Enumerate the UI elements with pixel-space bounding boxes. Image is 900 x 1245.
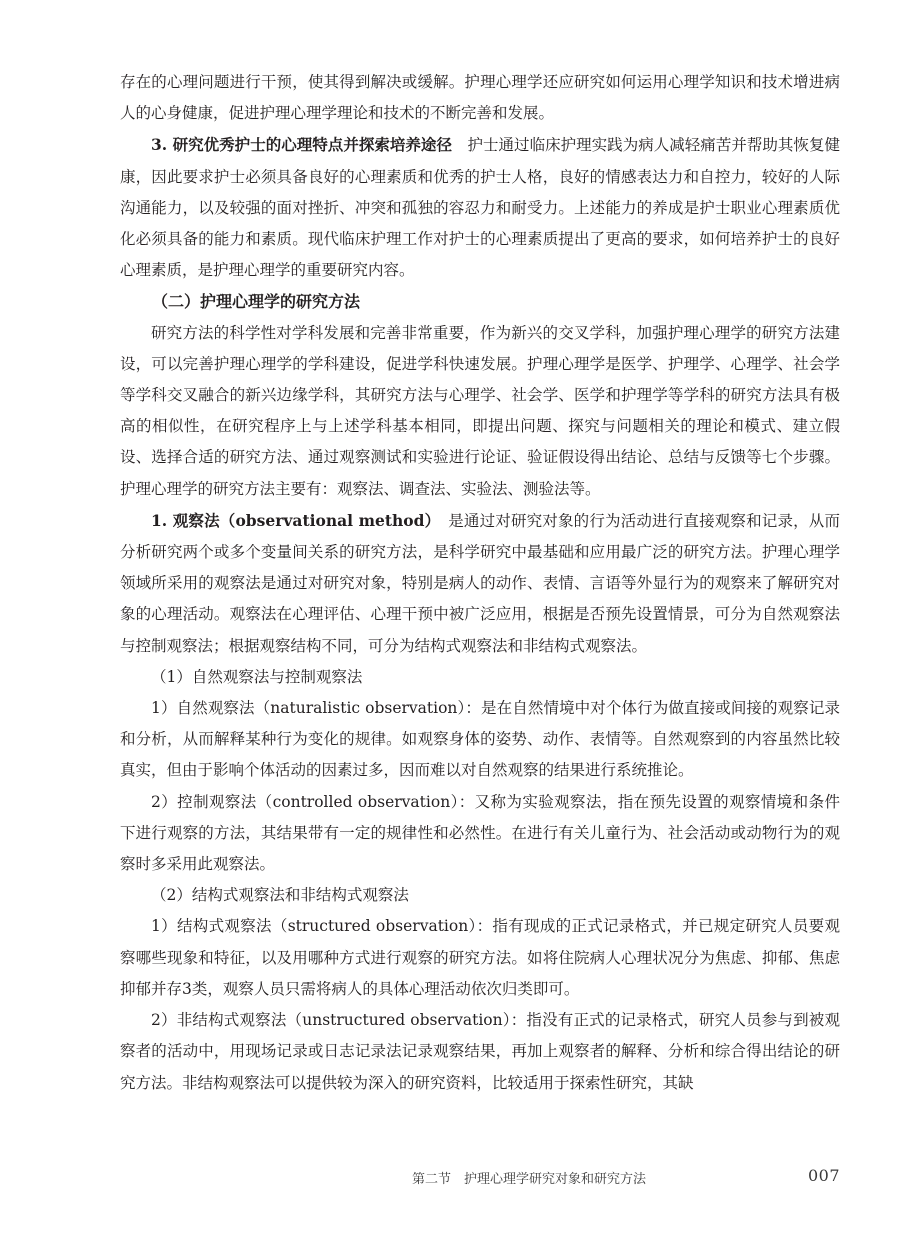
paragraph-observation: [120, 505, 840, 662]
subsection-title-1: （1）自然观察法与控制观察法: [151, 667, 363, 686]
paragraph-structured: 1）结构式观察法（structured observation）：指有现成的正式记录格式，并已规定研究人员要观察哪些现象和特征，以及用哪种方式进行观察的研究方法。如将住院病人心理状况分为焦虑、抑郁、焦虑抑郁并存3类，观察人员只需将病人的具体心理活动依次归类即可。: [120, 917, 840, 998]
body-text: [120, 67, 840, 1099]
paragraph-unstructured: 2）非结构式观察法（unstructured observation）：指没有正式的记录格式，研究人员参与到被观察者的活动中，用现场记录或日志记录法记录观察结果，再加上观察者的解释、分析和综合得出结论的研究方法。非结构观察法可以提供较为深入的研究资料，比较适用于探索性研究，其缺: [120, 1011, 840, 1092]
section-heading: （二）护理心理学的研究方法: [152, 292, 361, 312]
subheading-3: 3. 研究优秀护士的心理特点并探索培养途径: [151, 135, 468, 155]
paragraph-controlled: 2）控制观察法（controlled observation）：又称为实验观察法，指在预先设置的观察情境和条件下进行观察的方法，其结果带有一定的规律性和必然性。在进行有关儿童行为、社会活动或动物行为的观察时多采用此观察法。: [120, 792, 840, 874]
paragraph-continuation: 存在的心理问题进行干预，使其得到解决或缓解。护理心理学还应研究如何运用心理学知识和技术增进病人的心身健康，促进护理心理学理论和技术的不断完善和发展。: [120, 73, 840, 123]
subsection-title-2: （2）结构式观察法和非结构式观察法: [151, 886, 409, 905]
paragraph-research-nurses: [120, 129, 840, 286]
page-number: 007: [808, 1166, 841, 1185]
paragraph-text: 护士通过临床护理实践为病人减轻痛苦并帮助其恢复健康，因此要求护士必须具备良好的心理素质和优秀的护士人格，良好的情感表达力和自控力，较好的人际沟通能力，以及较强的面对挫折、冲突和孤独的容忍力和耐受力。上述能力的养成是护士职业心理素质优化必须具备的能力和素质。现代临床护理工作对护士的心理素质提出了更高的要求，如何培养护士的良好心理素质，是护理心理学的重要研究内容。: [120, 136, 840, 280]
paragraph-naturalistic: 1）自然观察法（naturalistic observation）：是在自然情境中对个体行为做直接或间接的观察记录和分析，从而解释某种行为变化的规律。如观察身体的姿势、动作、表情等。自然观察到的内容虽然比较真实，但由于影响个体活动的因素过多，因而难以对自然观察的结果进行系统推论。: [120, 699, 840, 780]
subheading-1: 1. 观察法（observational method）: [151, 510, 433, 530]
running-footer-title: 第二节 护理心理学研究对象和研究方法: [412, 1172, 647, 1187]
paragraph-text: 是通过对研究对象的行为活动进行直接观察和记录，从而分析研究两个或多个变量间关系的研究方法，是科学研究中最基础和应用最广泛的研究方法。护理心理学领域所采用的观察法是通过对研究对象，特别是病人的动作、表情、言语等外显行为的观察来了解研究对象的心理活动。观察法在心理评估、心理干预中被广泛应用，根据是否预先设置情景，可分为自然观察法与控制观察法；根据观察结构不同，可分为结构式观察法和非结构式观察法。: [120, 511, 840, 655]
paragraph-methods-intro: 研究方法的科学性对学科发展和完善非常重要，作为新兴的交叉学科，加强护理心理学的研究方法建设，可以完善护理心理学的学科建设，促进学科快速发展。护理心理学是医学、护理学、心理学、社会学等学科交叉融合的新兴边缘学科，其研究方法与心理学、社会学、医学和护理学等学科的研究方法具有极高的相似性，在研究程序上与上述学科基本相同，即提出问题、探究与问题相关的理论和模式、建立假设、选择合适的研究方法、通过观察测试和实验进行论证、验证假设得出结论、总结与反馈等七个步骤。护理心理学的研究方法主要有：观察法、调查法、实验法、测验法等。: [120, 323, 840, 498]
